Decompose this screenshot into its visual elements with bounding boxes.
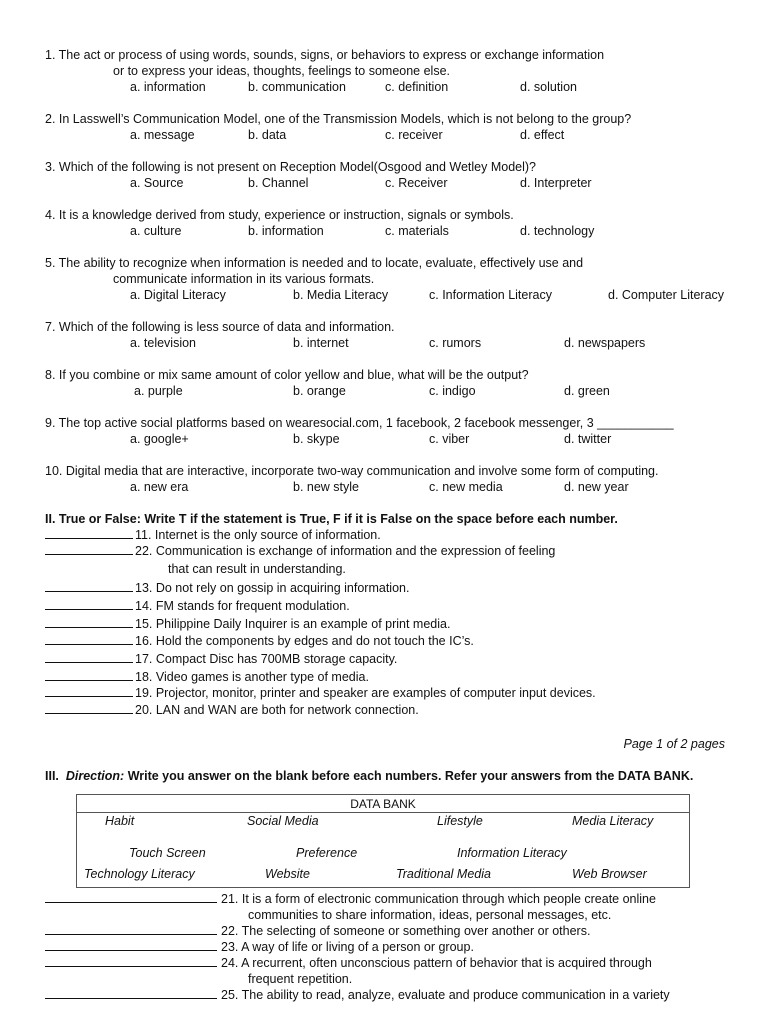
page-footer: Page 1 of 2 pages bbox=[623, 737, 725, 751]
choice-c: c. rumors bbox=[429, 336, 482, 350]
section-2-title: II. True or False: Write T if the statement is True, F if it is False on the space before each number. bbox=[45, 512, 618, 526]
choice-d: d. newspapers bbox=[564, 336, 646, 350]
choice-a: a. google+ bbox=[130, 432, 189, 446]
data-bank-item: Lifestyle bbox=[437, 814, 483, 828]
choices bbox=[45, 127, 760, 143]
tf-text-continued: that can result in understanding. bbox=[168, 562, 346, 576]
data-bank-item: Technology Literacy bbox=[84, 867, 195, 881]
answer-item-22 bbox=[45, 923, 590, 939]
tf-item-18 bbox=[45, 669, 369, 685]
answer-item-24 bbox=[45, 955, 652, 971]
question-stem: 8. If you combine or mix same amount of color yellow and blue, what will be the output? bbox=[45, 368, 529, 382]
tf-item-19 bbox=[45, 685, 596, 701]
choice-d: d. effect bbox=[520, 128, 565, 142]
data-bank-item: Preference bbox=[296, 846, 358, 860]
tf-item-22 bbox=[45, 543, 555, 559]
answer-blank[interactable] bbox=[45, 702, 133, 714]
tf-item-17 bbox=[45, 651, 397, 667]
choice-b: b. communication bbox=[248, 80, 346, 94]
choice-b: b. Channel bbox=[248, 176, 309, 190]
question-4 bbox=[45, 207, 760, 239]
answer-blank[interactable] bbox=[45, 685, 133, 697]
tf-item-14 bbox=[45, 598, 350, 614]
question-9 bbox=[45, 415, 760, 447]
direction-text: Write you answer on the blank before each numbers. Refer your answers from the DATA BANK. bbox=[127, 769, 694, 783]
answer-text-continued: frequent repetition. bbox=[248, 972, 353, 986]
choices bbox=[45, 383, 760, 399]
choice-c: c. viber bbox=[429, 432, 470, 446]
choice-d: d. new year bbox=[564, 480, 629, 494]
choice-c: c. indigo bbox=[429, 384, 476, 398]
choice-a: a. purple bbox=[134, 384, 183, 398]
data-bank-item: Habit bbox=[105, 814, 135, 828]
choice-c: c. definition bbox=[385, 80, 449, 94]
choice-b: b. new style bbox=[293, 480, 360, 494]
tf-text: 13. Do not rely on gossip in acquiring information. bbox=[135, 581, 410, 595]
question-1 bbox=[45, 47, 760, 95]
answer-text: 23. A way of life or living of a person or group. bbox=[221, 940, 474, 954]
answer-blank[interactable] bbox=[45, 580, 133, 592]
data-bank-item: Website bbox=[265, 867, 310, 881]
answer-item-21 bbox=[45, 891, 656, 907]
answer-blank[interactable] bbox=[45, 633, 133, 645]
question-stem: 9. The top active social platforms based on wearesocial.com, 1 facebook, 2 facebook messenger, 3 ___________ bbox=[45, 416, 674, 430]
section-3-direction bbox=[45, 768, 693, 784]
tf-item-15 bbox=[45, 616, 450, 632]
tf-text: 14. FM stands for frequent modulation. bbox=[135, 599, 350, 613]
choice-d: d. green bbox=[564, 384, 610, 398]
choice-b: b. data bbox=[248, 128, 287, 142]
choices bbox=[45, 223, 760, 239]
choice-d: d. Interpreter bbox=[520, 176, 592, 190]
answer-blank[interactable] bbox=[45, 598, 133, 610]
choice-a: a. culture bbox=[130, 224, 182, 238]
answer-item-25 bbox=[45, 987, 670, 1003]
choice-a: a. Digital Literacy bbox=[130, 288, 226, 302]
answer-blank[interactable] bbox=[45, 939, 217, 951]
answer-blank[interactable] bbox=[45, 651, 133, 663]
data-bank-item: Traditional Media bbox=[396, 867, 491, 881]
choice-a: a. new era bbox=[130, 480, 189, 494]
question-stem: 5. The ability to recognize when information is needed and to locate, evaluate, effectively use and bbox=[45, 256, 584, 270]
data-bank-box bbox=[76, 794, 690, 888]
direction-label: Direction: bbox=[65, 769, 125, 783]
answer-blank[interactable] bbox=[45, 891, 217, 903]
question-5 bbox=[45, 255, 760, 303]
question-stem: 4. It is a knowledge derived from study, experience or instruction, signals or symbols. bbox=[45, 208, 514, 222]
question-stem: 1. The act or process of using words, sounds, signs, or behaviors to express or exchange information bbox=[45, 48, 605, 62]
data-bank-item: Information Literacy bbox=[457, 846, 567, 860]
choices bbox=[45, 335, 760, 351]
answer-text-continued: communities to share information, ideas, personal messages, etc. bbox=[248, 908, 612, 922]
question-7 bbox=[45, 319, 760, 351]
choice-d: d. twitter bbox=[564, 432, 612, 446]
choice-a: a. Source bbox=[130, 176, 184, 190]
question-3 bbox=[45, 159, 760, 191]
answer-blank[interactable] bbox=[45, 616, 133, 628]
answer-blank[interactable] bbox=[45, 527, 133, 539]
tf-item-13 bbox=[45, 580, 409, 596]
choice-b: b. information bbox=[248, 224, 324, 238]
choice-a: a. information bbox=[130, 80, 206, 94]
tf-text: 16. Hold the components by edges and do not touch the IC’s. bbox=[135, 634, 474, 648]
choices bbox=[45, 175, 760, 191]
section-3-prefix: III. bbox=[45, 769, 59, 783]
question-stem: 2. In Lasswell’s Communication Model, one of the Transmission Models, which is not belong to the group? bbox=[45, 112, 632, 126]
answer-blank[interactable] bbox=[45, 987, 217, 999]
choice-c: c. Receiver bbox=[385, 176, 448, 190]
choice-c: c. new media bbox=[429, 480, 503, 494]
tf-text: 17. Compact Disc has 700MB storage capacity. bbox=[135, 652, 398, 666]
choice-c: c. materials bbox=[385, 224, 449, 238]
choices bbox=[45, 79, 760, 95]
choice-b: b. orange bbox=[293, 384, 346, 398]
question-8 bbox=[45, 367, 760, 399]
tf-text: 11. Internet is the only source of information. bbox=[135, 528, 381, 542]
choice-d: d. technology bbox=[520, 224, 595, 238]
answer-item-23 bbox=[45, 939, 474, 955]
data-bank-item: Media Literacy bbox=[572, 814, 654, 828]
answer-blank[interactable] bbox=[45, 669, 133, 681]
choice-c: c. receiver bbox=[385, 128, 443, 142]
question-stem: 10. Digital media that are interactive, incorporate two-way communication and involve some form of computing. bbox=[45, 464, 659, 478]
tf-text: 15. Philippine Daily Inquirer is an example of print media. bbox=[135, 617, 451, 631]
question-stem-continued: or to express your ideas, thoughts, feelings to someone else. bbox=[113, 64, 450, 78]
choices bbox=[45, 287, 760, 303]
answer-text: 21. It is a form of electronic communication through which people create online bbox=[221, 892, 656, 906]
answer-blank[interactable] bbox=[45, 543, 133, 555]
tf-text: 18. Video games is another type of media. bbox=[135, 670, 369, 684]
answer-blank[interactable] bbox=[45, 923, 217, 935]
tf-item-11 bbox=[45, 527, 381, 543]
tf-text: 19. Projector, monitor, printer and speaker are examples of computer input devices. bbox=[135, 686, 596, 700]
answer-text: 24. A recurrent, often unconscious pattern of behavior that is acquired through bbox=[221, 956, 652, 970]
choice-b: b. skype bbox=[293, 432, 340, 446]
choice-b: b. internet bbox=[293, 336, 349, 350]
tf-text: 20. LAN and WAN are both for network connection. bbox=[135, 703, 419, 717]
answer-blank[interactable] bbox=[45, 955, 217, 967]
choice-b: b. Media Literacy bbox=[293, 288, 389, 302]
tf-item-20 bbox=[45, 702, 419, 718]
question-stem: 7. Which of the following is less source of data and information. bbox=[45, 320, 395, 334]
data-bank-title: DATA BANK bbox=[77, 795, 689, 813]
answer-text: 22. The selecting of someone or something over another or others. bbox=[221, 924, 591, 938]
answer-text: 25. The ability to read, analyze, evaluate and produce communication in a variety bbox=[221, 988, 670, 1002]
data-bank-item: Web Browser bbox=[572, 867, 647, 881]
choice-d: d. Computer Literacy bbox=[608, 288, 725, 302]
data-bank-item: Touch Screen bbox=[129, 846, 206, 860]
choice-d: d. solution bbox=[520, 80, 577, 94]
question-2 bbox=[45, 111, 760, 143]
choices bbox=[45, 479, 760, 495]
question-stem: 3. Which of the following is not present on Reception Model(Osgood and Wetley Model)? bbox=[45, 160, 537, 174]
question-stem-continued: communicate information in its various formats. bbox=[113, 272, 375, 286]
choice-a: a. television bbox=[130, 336, 197, 350]
tf-item-16 bbox=[45, 633, 474, 649]
choices bbox=[45, 431, 760, 447]
tf-text: 22. Communication is exchange of information and the expression of feeling bbox=[135, 544, 556, 558]
choice-a: a. message bbox=[130, 128, 195, 142]
choice-c: c. Information Literacy bbox=[429, 288, 552, 302]
question-10 bbox=[45, 463, 760, 495]
data-bank-item: Social Media bbox=[247, 814, 319, 828]
